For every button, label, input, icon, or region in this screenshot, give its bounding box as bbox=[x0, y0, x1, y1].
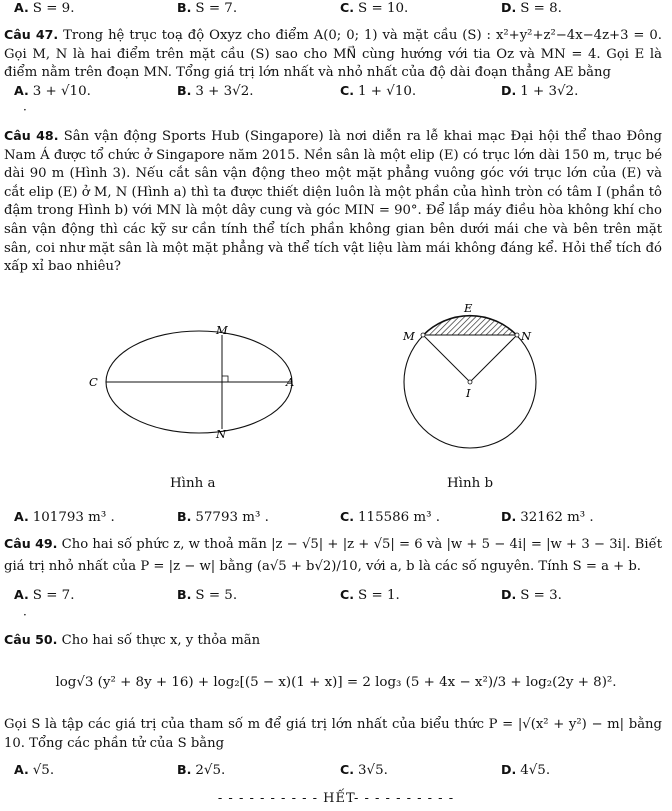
label-i: I bbox=[466, 386, 471, 400]
q50-text: Cho hai số thực x, y thỏa mãn bbox=[61, 633, 261, 648]
label-n: N bbox=[521, 329, 532, 343]
q46-option-a: A. S = 9. bbox=[14, 0, 75, 16]
q47-label: Câu 47. bbox=[4, 27, 59, 42]
q50-text2: Gọi S là tập các giá trị của tham số m để giá trị lớn nhất của biểu thức P = |√(x² + y²) − m| bằng 10. Tổng các phần tử của S bằng bbox=[4, 717, 662, 751]
q50-options bbox=[0, 762, 672, 780]
q49-option-b: B. S = 5. bbox=[177, 587, 238, 603]
radius-in bbox=[470, 335, 517, 382]
point-i bbox=[468, 380, 472, 384]
q48-option-c: C. 115586 m³ . bbox=[340, 509, 440, 525]
q49-options bbox=[0, 587, 672, 605]
q50-label: Câu 50. bbox=[4, 632, 58, 647]
q47-text: Trong hệ trục toạ độ Oxyz cho điểm A(0; 0; 1) và mặt cầu (S) : x²+y²+z²−4x−4z+3 = 0. Gọi M, N là hai điểm trên mặt cầu (S) sao cho MN⃗ cùng hướng với tia Oz và MN = 4. Gọi E là điểm nằm trên đoạn MN. Tổng giá trị lớn nhất và nhỏ nhất của độ dài đoạn thẳng AE bằng bbox=[4, 28, 662, 81]
q48-option-b: B. 57793 m³ . bbox=[177, 509, 269, 525]
q49-option-c: C. S = 1. bbox=[340, 587, 400, 603]
q50-option-c: C. 3√5. bbox=[340, 762, 388, 778]
label-n: N bbox=[216, 427, 227, 441]
q47-option-c: C. 1 + √10. bbox=[340, 83, 417, 99]
stray-dot-2: · bbox=[23, 608, 27, 622]
label-a: A bbox=[286, 375, 295, 389]
q50-formula: log√3 (y² + 8y + 16) + log₂[(5 − x)(1 + x)] = 2 log₃ (5 + 4x − x²)/3 + log₂(2y + 8)². bbox=[55, 675, 617, 690]
q46-options bbox=[0, 0, 672, 18]
figure-b-caption: Hình b bbox=[447, 476, 494, 491]
q50-option-a: A. √5. bbox=[14, 762, 55, 778]
q48-stem bbox=[4, 127, 662, 277]
q48-text: Sân vận động Sports Hub (Singapore) là nơi diễn ra lễ khai mạc Đại hội thể thao Đông Nam Á được tổ chức ở Singapore năm 2015. Nền sân là một elip (E) có trục lớn dài 150 m, trục bé dài 90 m (Hình 3). Nếu cắt sân vận động theo một mặt phẳng vuông góc với trục lớn của (E) và cắt elip (E) ở M, N (Hình a) thì ta được thiết diện luôn là một phần của hình tròn có tâm I (phần tô đậm trong Hình b) với MN là một dây cung và góc MIN = 90°. Để lắp máy điều hòa không khí cho sân vận động thì các kỹ sư cần tính thể tích phần không gian bên dưới mái che và bên trên mặt sân, coi như mặt sân là một mặt phẳng và thể tích vật liệu làm mái không đáng kể. Hỏi thể tích đó xấp xỉ bao nhiêu? bbox=[4, 129, 662, 275]
point-n bbox=[515, 333, 519, 337]
q46-option-b: B. S = 7. bbox=[177, 0, 238, 16]
right-angle-mark bbox=[222, 376, 228, 382]
q48-options bbox=[0, 509, 672, 527]
label-e: E bbox=[464, 301, 473, 315]
label-c: C bbox=[89, 375, 98, 389]
q49-label: Câu 49. bbox=[4, 536, 58, 551]
radius-im bbox=[423, 335, 470, 382]
q49-option-a: A. S = 7. bbox=[14, 587, 75, 603]
label-m: M bbox=[403, 329, 415, 343]
q46-option-c: C. S = 10. bbox=[340, 0, 409, 16]
q50-option-d: D. 4√5. bbox=[501, 762, 551, 778]
q47-option-b: B. 3 + 3√2. bbox=[177, 83, 254, 99]
label-m: M bbox=[216, 323, 228, 337]
q46-option-d: D. S = 8. bbox=[501, 0, 562, 16]
stray-dot-1: · bbox=[23, 103, 27, 117]
q47-option-d: D. 1 + 3√2. bbox=[501, 83, 579, 99]
q48-option-d: D. 32162 m³ . bbox=[501, 509, 594, 525]
q50-option-b: B. 2√5. bbox=[177, 762, 226, 778]
figure-a-caption: Hình a bbox=[170, 476, 216, 491]
q47-stem bbox=[4, 26, 662, 83]
q49-stem bbox=[4, 533, 662, 578]
q47-options bbox=[0, 83, 672, 101]
q48-label: Câu 48. bbox=[4, 128, 59, 143]
end-marker: - - - - - - - - - - HẾT- - - - - - - - - - bbox=[217, 791, 455, 806]
figure-b-circle bbox=[398, 298, 548, 453]
q49-text: Cho hai số phức z, w thoả mãn |z − √5| + |z + √5| = 6 và |w + 5 − 4i| = |w + 3 − 3i|. Biết giá trị nhỏ nhất của P = |z − w| bằng (a√5 + b√2)/10, với a, b là các số nguyên. Tính S = a + b. bbox=[4, 537, 662, 574]
q48-option-a: A. 101793 m³ . bbox=[14, 509, 115, 525]
point-m bbox=[421, 333, 425, 337]
q49-option-d: D. S = 3. bbox=[501, 587, 562, 603]
q47-option-a: A. 3 + √10. bbox=[14, 83, 91, 99]
q50-stem bbox=[4, 631, 662, 651]
figure-a-ellipse bbox=[85, 318, 300, 446]
